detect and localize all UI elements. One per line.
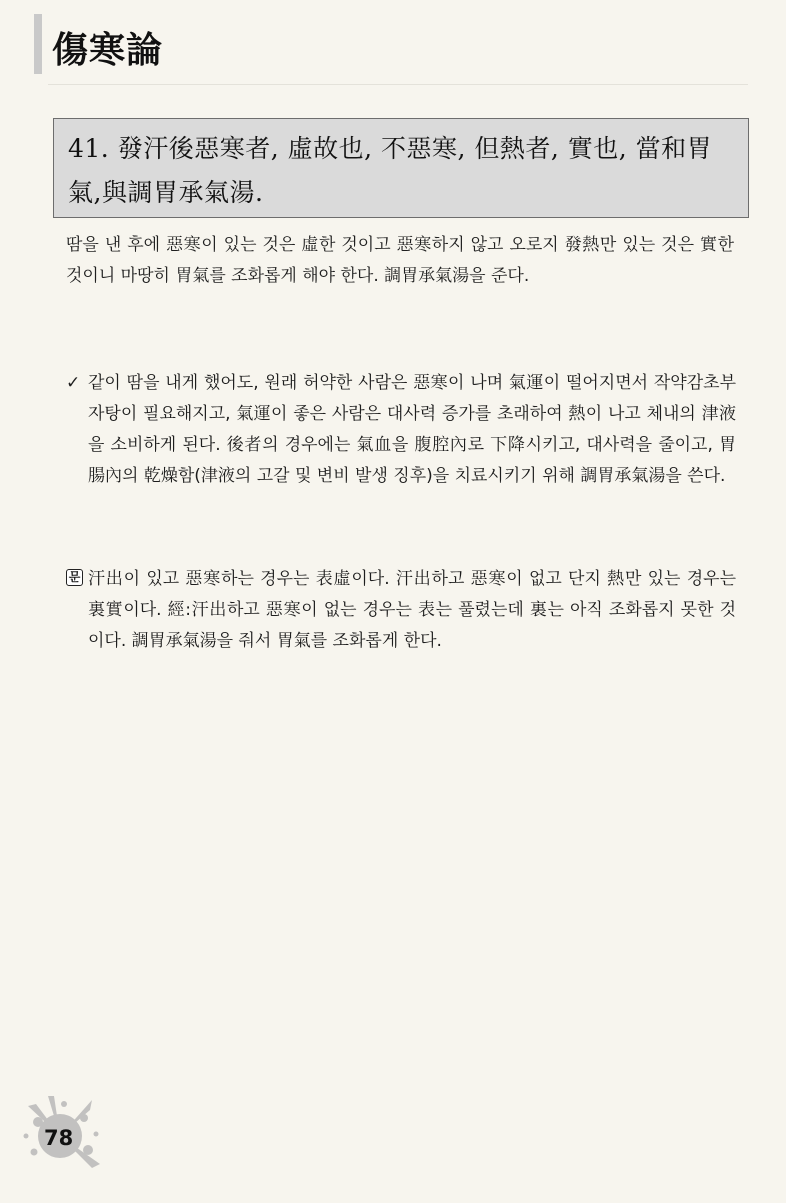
commentary-note (66, 368, 736, 492)
header-accent-bar (34, 14, 42, 74)
commentary-note-text: 같이 땀을 내게 했어도, 원래 허약한 사람은 惡寒이 나며 氣運이 떨어지면서 작약감초부자탕이 필요해지고, 氣運이 좋은 사람은 대사력 증가를 초래하여 熱이 나고 체내의 津液을 소비하게 된다. 後者의 경우에는 氣血을 腹腔內로 下降시키고, 대사력을 줄이고, 胃腸內의 乾燥함(津液의 고갈 및 변비 발생 징후)을 치료시키기 위해 調胃承氣湯을 쓴다. (88, 373, 736, 486)
question-note (66, 564, 736, 657)
translation-paragraph: 땀을 낸 후에 惡寒이 있는 것은 虛한 것이고 惡寒하지 않고 오로지 發熱만 있는 것은 實한 것이니 마땅히 胃氣를 조화롭게 해야 한다. 調胃承氣湯을 준다. (66, 235, 734, 286)
book-title: 傷寒論 (52, 29, 164, 71)
check-icon: ✓ (66, 373, 81, 393)
page-number: 78 (44, 1126, 74, 1150)
verse-box (53, 118, 749, 218)
verse-text: 41. 發汗後惡寒者, 虛故也, 不惡寒, 但熱者, 實也, 當和胃氣,與調胃承氣湯. (68, 134, 713, 207)
question-note-text: 汗出이 있고 惡寒하는 경우는 表虛이다. 汗出하고 惡寒이 없고 단지 熱만 있는 경우는 裏實이다. 經:汗出하고 惡寒이 없는 경우는 表는 풀렸는데 裏는 아직 조화롭지 못한 것이다. 調胃承氣湯을 줘서 胃氣를 조화롭게 한다. (88, 569, 736, 651)
question-badge-icon: 문 (66, 569, 83, 586)
header-divider (48, 84, 748, 85)
